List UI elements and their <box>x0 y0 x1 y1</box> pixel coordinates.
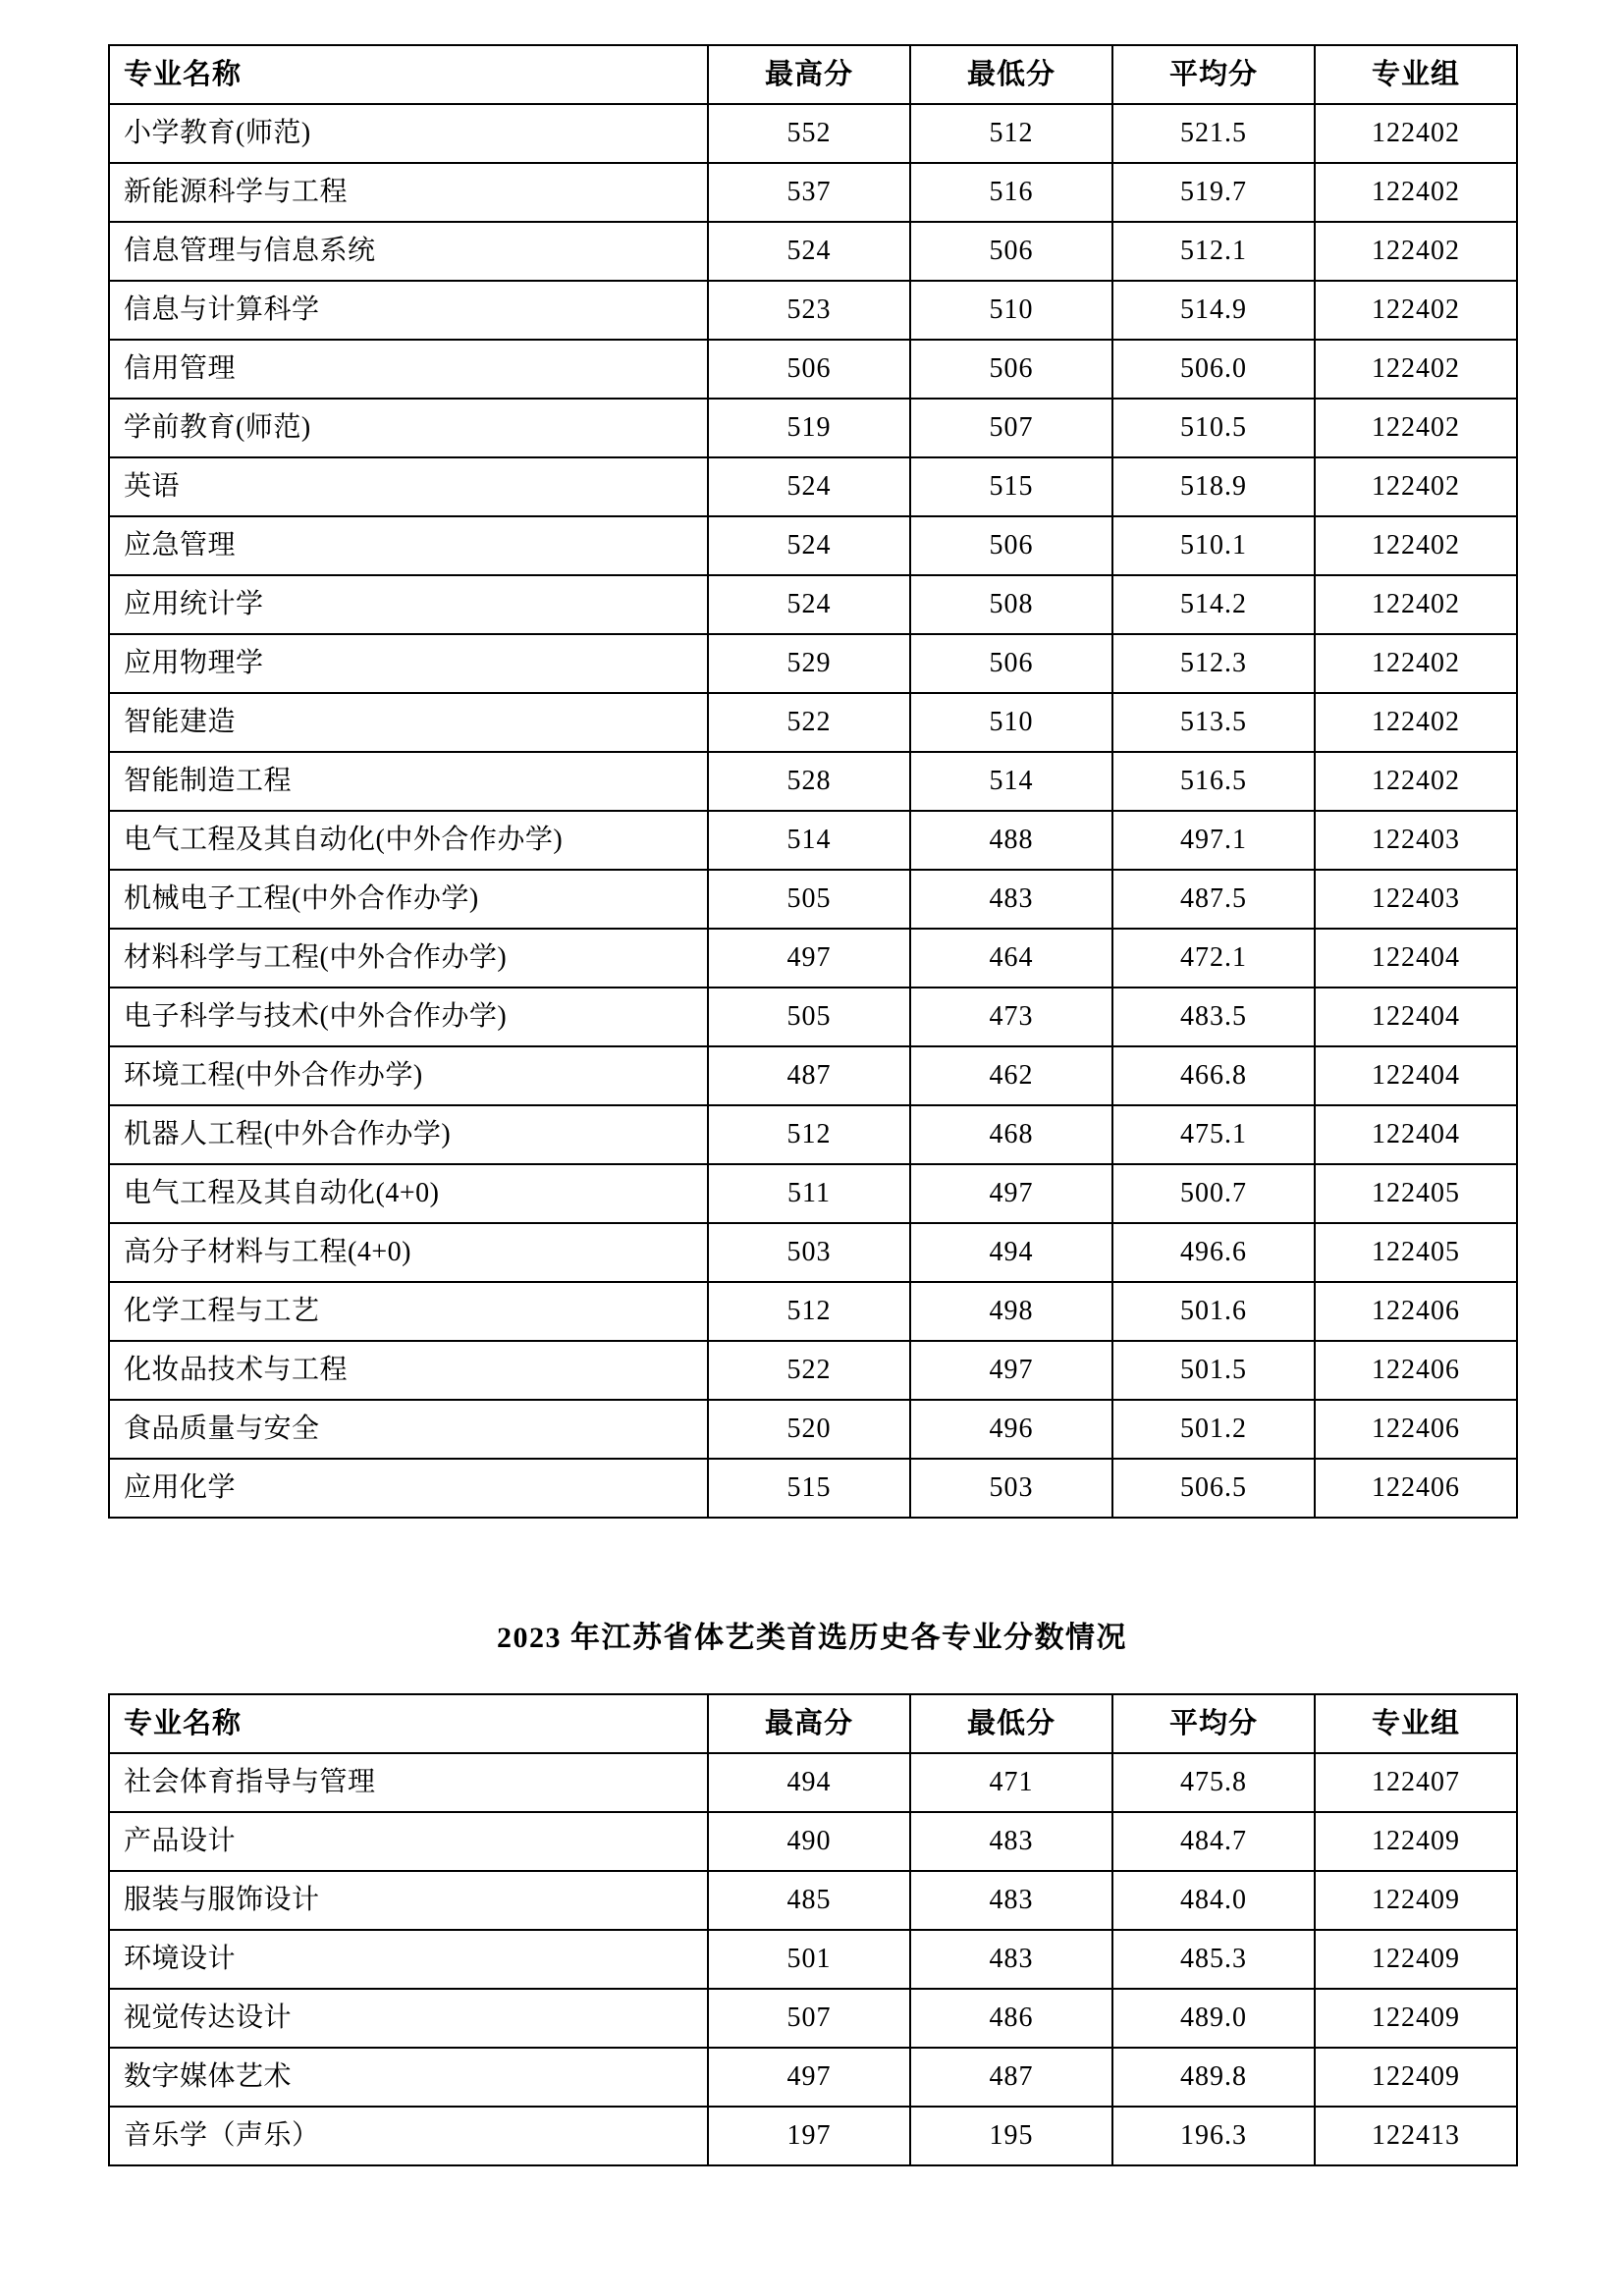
cell-major-name: 电气工程及其自动化(中外合作办学) <box>109 811 708 870</box>
cell-min-score: 486 <box>910 1989 1112 2048</box>
cell-major-name: 材料科学与工程(中外合作办学) <box>109 929 708 988</box>
cell-avg-score: 472.1 <box>1112 929 1315 988</box>
cell-major-name: 英语 <box>109 457 708 516</box>
cell-max-score: 529 <box>708 634 910 693</box>
table-row <box>109 1105 1517 1164</box>
cell-major-name: 智能制造工程 <box>109 752 708 811</box>
cell-major-group: 122402 <box>1315 222 1517 281</box>
cell-avg-score: 475.8 <box>1112 1753 1315 1812</box>
cell-max-score: 524 <box>708 457 910 516</box>
cell-major-name: 高分子材料与工程(4+0) <box>109 1223 708 1282</box>
cell-major-group: 122404 <box>1315 1105 1517 1164</box>
cell-major-group: 122405 <box>1315 1164 1517 1223</box>
cell-major-name: 学前教育(师范) <box>109 399 708 457</box>
table-row <box>109 988 1517 1046</box>
table-row <box>109 1871 1517 1930</box>
cell-major-group: 122402 <box>1315 634 1517 693</box>
cell-min-score: 462 <box>910 1046 1112 1105</box>
column-header-major-name: 专业名称 <box>109 1694 708 1753</box>
cell-major-group: 122406 <box>1315 1400 1517 1459</box>
cell-major-name: 应用统计学 <box>109 575 708 634</box>
cell-min-score: 483 <box>910 1812 1112 1871</box>
table-row <box>109 1459 1517 1518</box>
table-header-row <box>109 1694 1517 1753</box>
cell-avg-score: 484.0 <box>1112 1871 1315 1930</box>
cell-avg-score: 501.6 <box>1112 1282 1315 1341</box>
cell-major-name: 应急管理 <box>109 516 708 575</box>
cell-major-group: 122402 <box>1315 281 1517 340</box>
cell-major-name: 应用化学 <box>109 1459 708 1518</box>
table-row <box>109 1223 1517 1282</box>
cell-major-name: 环境工程(中外合作办学) <box>109 1046 708 1105</box>
cell-avg-score: 487.5 <box>1112 870 1315 929</box>
cell-max-score: 506 <box>708 340 910 399</box>
cell-max-score: 197 <box>708 2107 910 2165</box>
table-row <box>109 516 1517 575</box>
cell-min-score: 510 <box>910 693 1112 752</box>
column-header-min-score: 最低分 <box>910 1694 1112 1753</box>
cell-avg-score: 518.9 <box>1112 457 1315 516</box>
cell-major-group: 122402 <box>1315 575 1517 634</box>
cell-min-score: 473 <box>910 988 1112 1046</box>
table-header <box>109 45 1517 104</box>
cell-avg-score: 501.5 <box>1112 1341 1315 1400</box>
cell-max-score: 524 <box>708 516 910 575</box>
cell-min-score: 494 <box>910 1223 1112 1282</box>
table-row <box>109 870 1517 929</box>
cell-avg-score: 485.3 <box>1112 1930 1315 1989</box>
cell-avg-score: 489.8 <box>1112 2048 1315 2107</box>
cell-avg-score: 506.5 <box>1112 1459 1315 1518</box>
cell-major-name: 信用管理 <box>109 340 708 399</box>
cell-major-group: 122409 <box>1315 1930 1517 1989</box>
cell-avg-score: 496.6 <box>1112 1223 1315 1282</box>
table-row <box>109 104 1517 163</box>
cell-max-score: 528 <box>708 752 910 811</box>
cell-min-score: 195 <box>910 2107 1112 2165</box>
cell-max-score: 512 <box>708 1282 910 1341</box>
table-row <box>109 340 1517 399</box>
cell-max-score: 515 <box>708 1459 910 1518</box>
cell-avg-score: 519.7 <box>1112 163 1315 222</box>
cell-avg-score: 196.3 <box>1112 2107 1315 2165</box>
table-row <box>109 457 1517 516</box>
cell-min-score: 464 <box>910 929 1112 988</box>
column-header-avg-score: 平均分 <box>1112 45 1315 104</box>
cell-major-group: 122409 <box>1315 1812 1517 1871</box>
cell-major-group: 122403 <box>1315 811 1517 870</box>
cell-major-group: 122402 <box>1315 752 1517 811</box>
cell-major-name: 机器人工程(中外合作办学) <box>109 1105 708 1164</box>
column-header-major-group: 专业组 <box>1315 45 1517 104</box>
table-body-2 <box>109 1753 1517 2165</box>
cell-major-group: 122404 <box>1315 1046 1517 1105</box>
table-row <box>109 575 1517 634</box>
cell-max-score: 507 <box>708 1989 910 2048</box>
cell-min-score: 483 <box>910 1930 1112 1989</box>
table-row <box>109 693 1517 752</box>
cell-max-score: 519 <box>708 399 910 457</box>
cell-max-score: 505 <box>708 988 910 1046</box>
cell-min-score: 516 <box>910 163 1112 222</box>
cell-max-score: 497 <box>708 2048 910 2107</box>
cell-max-score: 494 <box>708 1753 910 1812</box>
table-header <box>109 1694 1517 1753</box>
column-header-major-name: 专业名称 <box>109 45 708 104</box>
column-header-max-score: 最高分 <box>708 45 910 104</box>
section-spacer <box>108 1519 1516 1613</box>
table-row <box>109 281 1517 340</box>
cell-max-score: 487 <box>708 1046 910 1105</box>
cell-major-name: 新能源科学与工程 <box>109 163 708 222</box>
cell-major-name: 视觉传达设计 <box>109 1989 708 2048</box>
cell-min-score: 497 <box>910 1341 1112 1400</box>
cell-major-name: 数字媒体艺术 <box>109 2048 708 2107</box>
cell-max-score: 524 <box>708 222 910 281</box>
cell-major-group: 122402 <box>1315 340 1517 399</box>
table-row <box>109 1046 1517 1105</box>
cell-major-group: 122403 <box>1315 870 1517 929</box>
table-row <box>109 1341 1517 1400</box>
table-row <box>109 399 1517 457</box>
cell-avg-score: 514.9 <box>1112 281 1315 340</box>
cell-min-score: 506 <box>910 222 1112 281</box>
table-row <box>109 1400 1517 1459</box>
cell-max-score: 514 <box>708 811 910 870</box>
cell-max-score: 512 <box>708 1105 910 1164</box>
cell-major-name: 音乐学（声乐） <box>109 2107 708 2165</box>
cell-major-group: 122402 <box>1315 693 1517 752</box>
table-row <box>109 811 1517 870</box>
table-row <box>109 1282 1517 1341</box>
cell-avg-score: 506.0 <box>1112 340 1315 399</box>
cell-major-group: 122402 <box>1315 399 1517 457</box>
cell-max-score: 505 <box>708 870 910 929</box>
table-row <box>109 2107 1517 2165</box>
cell-min-score: 506 <box>910 516 1112 575</box>
cell-max-score: 490 <box>708 1812 910 1871</box>
cell-min-score: 507 <box>910 399 1112 457</box>
cell-major-name: 信息管理与信息系统 <box>109 222 708 281</box>
cell-min-score: 487 <box>910 2048 1112 2107</box>
table-row <box>109 1812 1517 1871</box>
cell-major-group: 122402 <box>1315 163 1517 222</box>
cell-avg-score: 475.1 <box>1112 1105 1315 1164</box>
table-row <box>109 929 1517 988</box>
cell-min-score: 503 <box>910 1459 1112 1518</box>
table-row <box>109 163 1517 222</box>
cell-avg-score: 501.2 <box>1112 1400 1315 1459</box>
column-header-avg-score: 平均分 <box>1112 1694 1315 1753</box>
cell-avg-score: 466.8 <box>1112 1046 1315 1105</box>
cell-avg-score: 510.5 <box>1112 399 1315 457</box>
cell-avg-score: 516.5 <box>1112 752 1315 811</box>
table-row <box>109 222 1517 281</box>
cell-avg-score: 513.5 <box>1112 693 1315 752</box>
cell-max-score: 511 <box>708 1164 910 1223</box>
table-row <box>109 1753 1517 1812</box>
cell-major-name: 智能建造 <box>109 693 708 752</box>
cell-max-score: 523 <box>708 281 910 340</box>
cell-max-score: 522 <box>708 693 910 752</box>
column-header-max-score: 最高分 <box>708 1694 910 1753</box>
page-title-section-2: 2023 年江苏省体艺类首选历史各专业分数情况 <box>497 1622 1127 1654</box>
cell-major-name: 社会体育指导与管理 <box>109 1753 708 1812</box>
cell-min-score: 508 <box>910 575 1112 634</box>
cell-min-score: 483 <box>910 1871 1112 1930</box>
cell-major-group: 122406 <box>1315 1459 1517 1518</box>
cell-min-score: 488 <box>910 811 1112 870</box>
table-row <box>109 634 1517 693</box>
cell-major-group: 122409 <box>1315 1989 1517 2048</box>
cell-major-name: 小学教育(师范) <box>109 104 708 163</box>
cell-min-score: 510 <box>910 281 1112 340</box>
cell-max-score: 501 <box>708 1930 910 1989</box>
cell-max-score: 537 <box>708 163 910 222</box>
cell-major-name: 机械电子工程(中外合作办学) <box>109 870 708 929</box>
cell-min-score: 483 <box>910 870 1112 929</box>
score-table-arts-sports <box>108 1693 1518 2166</box>
cell-min-score: 471 <box>910 1753 1112 1812</box>
table-header-row <box>109 45 1517 104</box>
cell-avg-score: 483.5 <box>1112 988 1315 1046</box>
cell-avg-score: 484.7 <box>1112 1812 1315 1871</box>
cell-major-group: 122409 <box>1315 1871 1517 1930</box>
cell-major-group: 122409 <box>1315 2048 1517 2107</box>
cell-major-group: 122405 <box>1315 1223 1517 1282</box>
cell-major-name: 服装与服饰设计 <box>109 1871 708 1930</box>
cell-max-score: 520 <box>708 1400 910 1459</box>
table-row <box>109 1989 1517 2048</box>
cell-min-score: 506 <box>910 340 1112 399</box>
cell-major-name: 化学工程与工艺 <box>109 1282 708 1341</box>
column-header-min-score: 最低分 <box>910 45 1112 104</box>
table-row <box>109 1164 1517 1223</box>
cell-major-name: 电气工程及其自动化(4+0) <box>109 1164 708 1223</box>
cell-max-score: 503 <box>708 1223 910 1282</box>
cell-avg-score: 512.3 <box>1112 634 1315 693</box>
cell-major-name: 产品设计 <box>109 1812 708 1871</box>
cell-avg-score: 489.0 <box>1112 1989 1315 2048</box>
cell-major-name: 环境设计 <box>109 1930 708 1989</box>
cell-major-group: 122404 <box>1315 929 1517 988</box>
cell-avg-score: 514.2 <box>1112 575 1315 634</box>
cell-major-group: 122402 <box>1315 516 1517 575</box>
column-header-major-group: 专业组 <box>1315 1694 1517 1753</box>
cell-major-group: 122406 <box>1315 1282 1517 1341</box>
cell-avg-score: 500.7 <box>1112 1164 1315 1223</box>
cell-min-score: 496 <box>910 1400 1112 1459</box>
cell-major-name: 应用物理学 <box>109 634 708 693</box>
cell-major-name: 信息与计算科学 <box>109 281 708 340</box>
table-row <box>109 752 1517 811</box>
cell-avg-score: 510.1 <box>1112 516 1315 575</box>
cell-major-group: 122404 <box>1315 988 1517 1046</box>
score-table-history-general <box>108 44 1518 1519</box>
cell-major-name: 食品质量与安全 <box>109 1400 708 1459</box>
table-row <box>109 1930 1517 1989</box>
table-row <box>109 2048 1517 2107</box>
cell-major-group: 122402 <box>1315 104 1517 163</box>
cell-avg-score: 521.5 <box>1112 104 1315 163</box>
cell-max-score: 522 <box>708 1341 910 1400</box>
cell-min-score: 514 <box>910 752 1112 811</box>
cell-min-score: 515 <box>910 457 1112 516</box>
cell-min-score: 512 <box>910 104 1112 163</box>
title-spacer <box>108 1656 1516 1693</box>
cell-min-score: 506 <box>910 634 1112 693</box>
cell-max-score: 485 <box>708 1871 910 1930</box>
table-body-1 <box>109 104 1517 1518</box>
cell-major-group: 122406 <box>1315 1341 1517 1400</box>
cell-major-name: 电子科学与技术(中外合作办学) <box>109 988 708 1046</box>
cell-major-group: 122413 <box>1315 2107 1517 2165</box>
cell-major-name: 化妆品技术与工程 <box>109 1341 708 1400</box>
cell-min-score: 468 <box>910 1105 1112 1164</box>
cell-major-group: 122407 <box>1315 1753 1517 1812</box>
cell-min-score: 497 <box>910 1164 1112 1223</box>
cell-avg-score: 512.1 <box>1112 222 1315 281</box>
cell-major-group: 122402 <box>1315 457 1517 516</box>
cell-max-score: 552 <box>708 104 910 163</box>
cell-max-score: 524 <box>708 575 910 634</box>
cell-max-score: 497 <box>708 929 910 988</box>
cell-min-score: 498 <box>910 1282 1112 1341</box>
cell-avg-score: 497.1 <box>1112 811 1315 870</box>
